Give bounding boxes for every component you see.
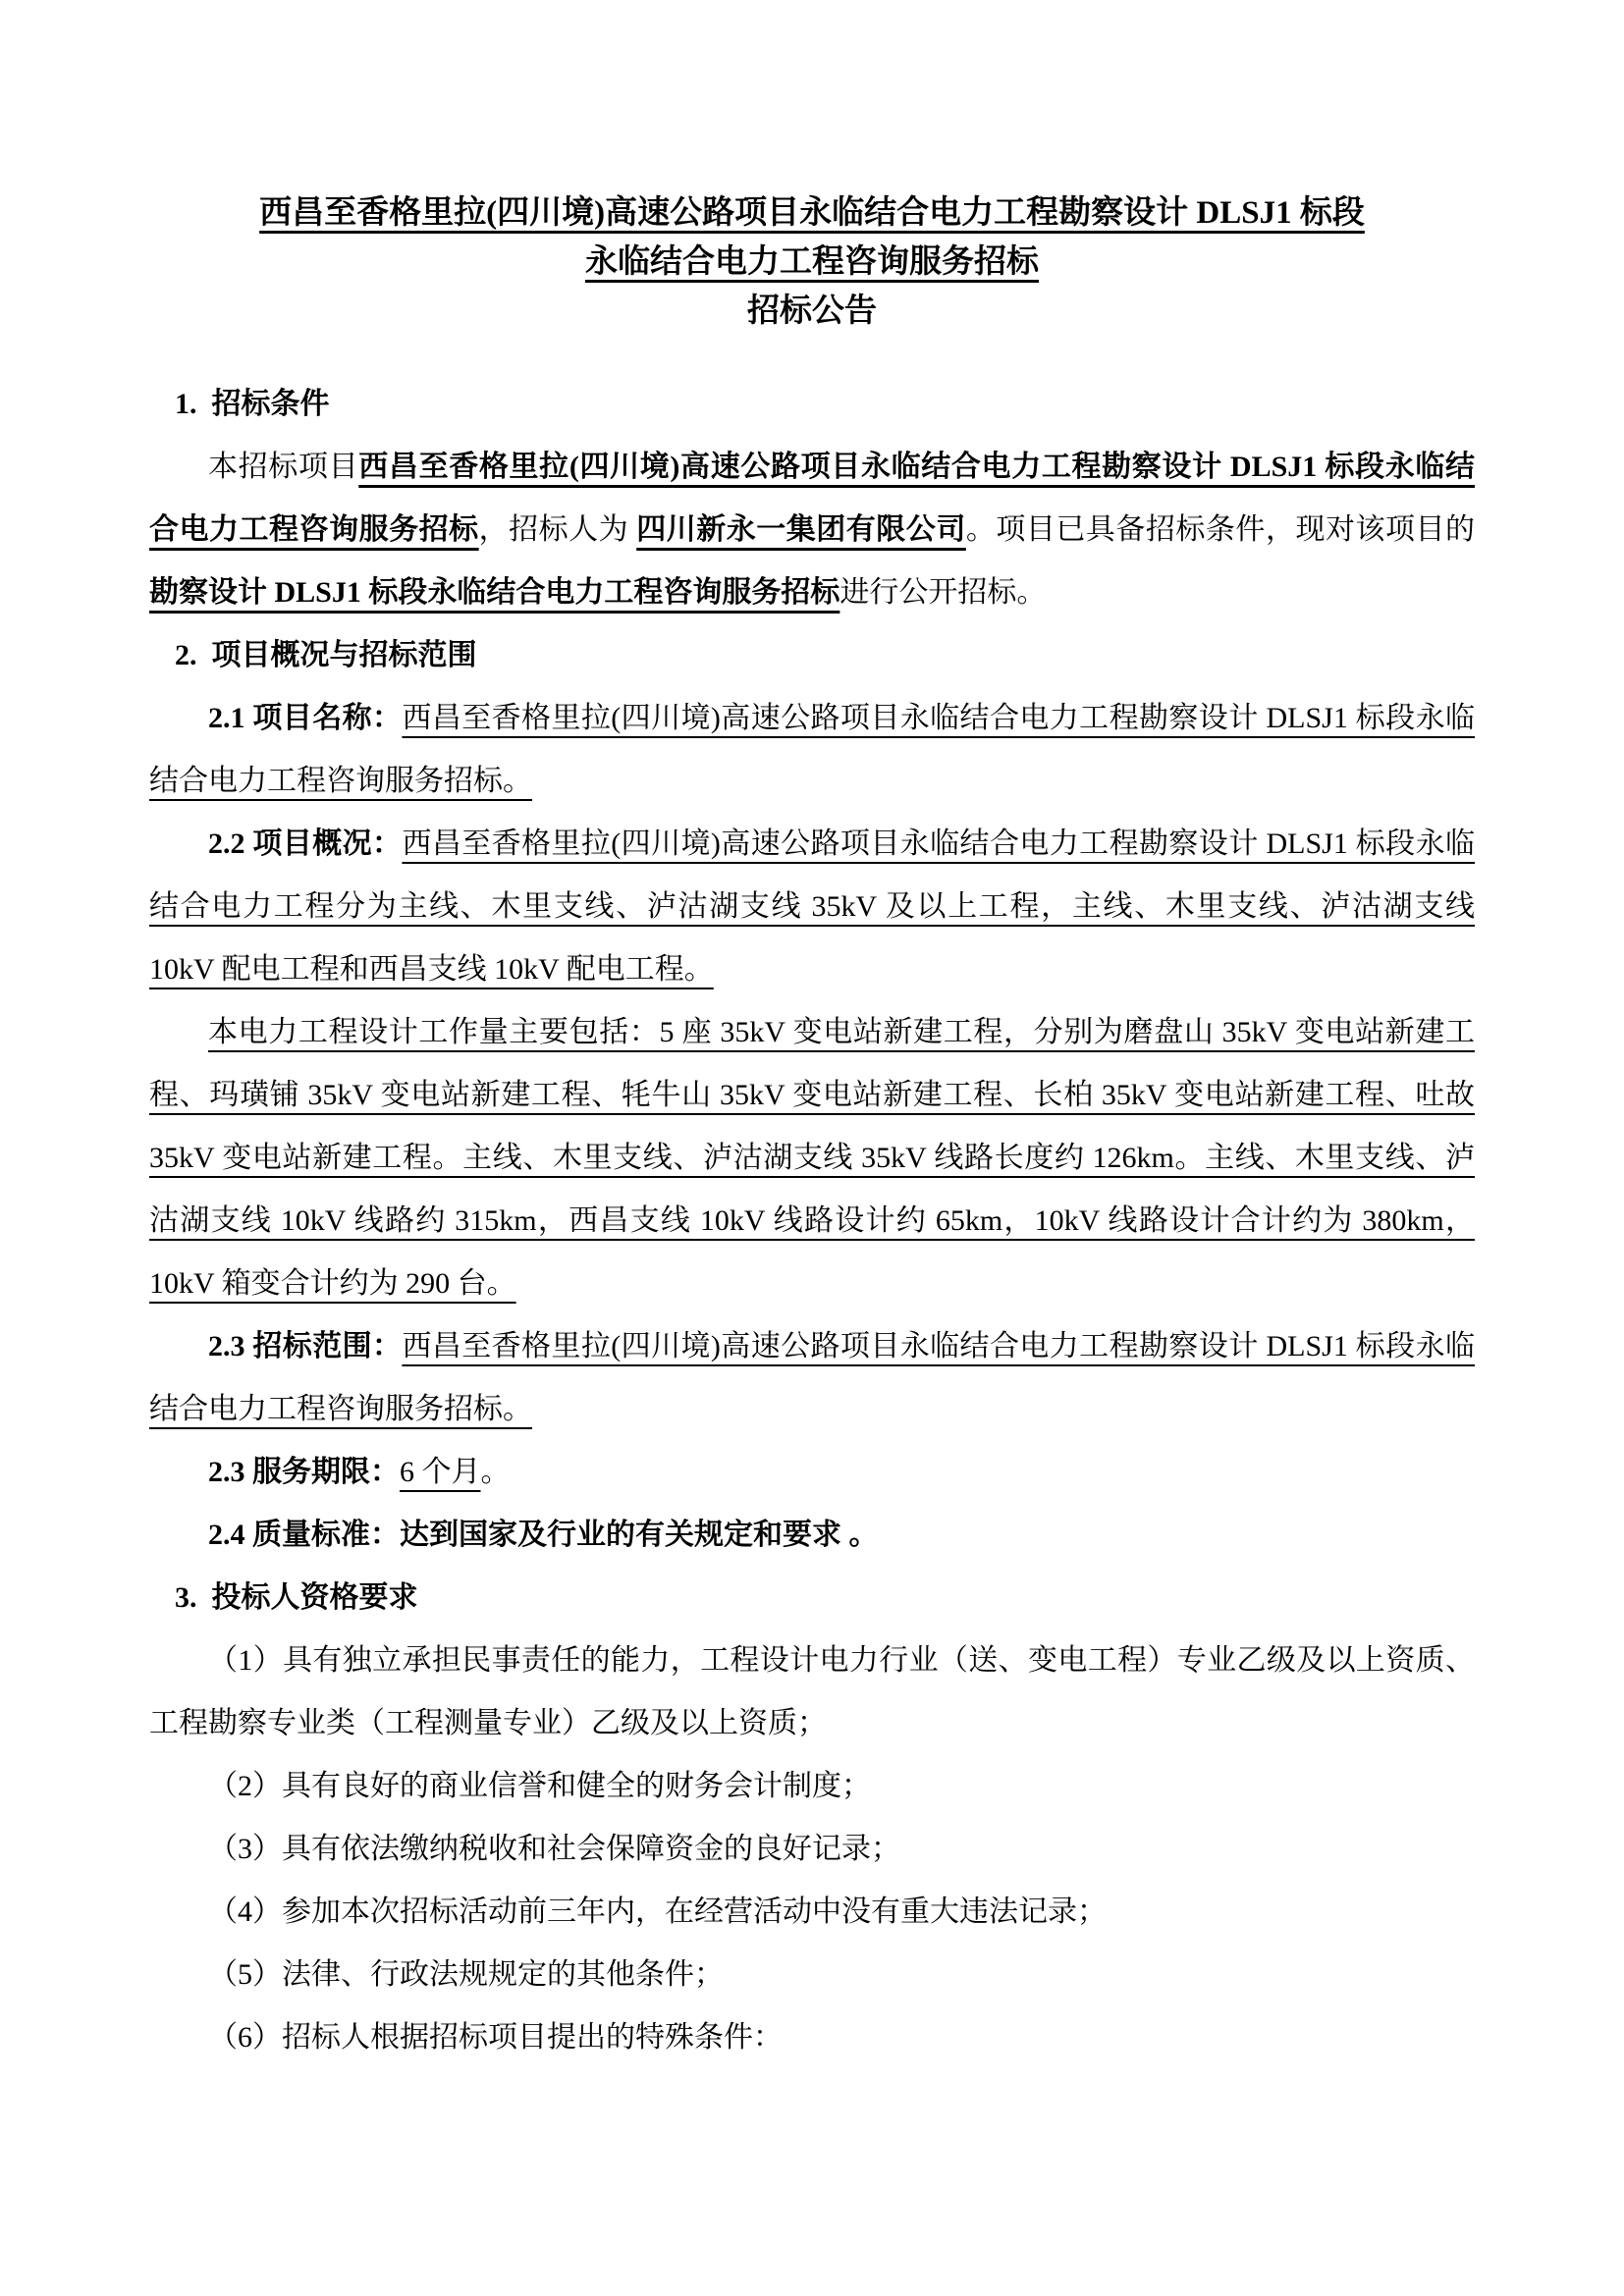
text-run: 。: [480, 1456, 511, 1488]
section1-heading: 1. 招标条件: [175, 388, 330, 420]
qualification-item-3: （3）具有依法缴纳税收和社会保障资金的良好记录；: [208, 1833, 900, 1865]
text-run: 2.4 质量标准：: [208, 1519, 400, 1551]
qualification-item-1: （1）具有独立承担民事责任的能力，工程设计电力行业（送、变电工程）专业乙级及以上资质、工程勘察专业类（工程测量专业）乙级及以上资质；: [149, 1644, 1475, 1739]
text-run: 达到国家及行业的有关规定和要求 。: [400, 1519, 879, 1551]
text-run: 西昌至香格里拉(四川境)高速公路项目永临结合电力工程勘察设计 DLSJ1 标段永临结合电力工程咨询服务招标: [149, 451, 1476, 546]
text-run: 西昌至香格里拉(四川境)高速公路项目永临结合电力工程勘察设计 DLSJ1 标段永临结合电力工程分为主线、木里支线、泸沽湖支线 35kV 及以上工程，主线、木里支线、泸沽湖支线 10kV 配电工程和西昌支线 10kV 配电工程。: [149, 828, 1475, 986]
workload-paragraph: [149, 1001, 1475, 1315]
text-run: 勘察设计 DLSJ1 标段永临结合电力工程咨询服务招标: [149, 576, 840, 609]
qualification-item-5: （5）法律、行政法规规定的其他条件；: [208, 1958, 724, 1991]
project-name-paragraph: [149, 687, 1475, 813]
text-run: 2.2 项目概况：: [208, 828, 403, 860]
text-run: 西昌至香格里拉(四川境)高速公路项目永临结合电力工程勘察设计 DLSJ1 标段永临结合电力工程咨询服务招标。: [149, 1330, 1475, 1425]
section1-paragraph: [149, 436, 1475, 624]
text-run: 四川新永一集团有限公司: [636, 513, 966, 546]
quality-standard-paragraph: [149, 1504, 1475, 1567]
text-run: 西昌至香格里拉(四川境)高速公路项目永临结合电力工程勘察设计 DLSJ1 标段永临结合电力工程咨询服务招标。: [149, 702, 1475, 797]
section3-heading: 3. 投标人资格要求: [175, 1581, 418, 1614]
qualification-item-4: （4）参加本次招标活动前三年内，在经营活动中没有重大违法记录；: [208, 1896, 1107, 1928]
text-run: ，招标人为: [478, 513, 637, 546]
text-run: 进行公开招标。: [839, 576, 1047, 609]
qualification-item-6: （6）招标人根据招标项目提出的特殊条件：: [208, 2021, 783, 2054]
title-line-2: 永临结合电力工程咨询服务招标: [585, 244, 1039, 280]
text-run: 6 个月: [400, 1456, 481, 1488]
text-run: 2.3 服务期限：: [208, 1456, 400, 1488]
text-run: 本电力工程设计工作量主要包括：5 座 35kV 变电站新建工程，分别为磨盘山 35kV 变电站新建工程、玛璜铺 35kV 变电站新建工程、牦牛山 35kV 变电站新建工程、长柏 35kV 变电站新建工程、吐故 35kV 变电站新建工程。主线、木里支线、泸沽湖支线 35kV 线路长度约 126km。主线、木里支线、泸沽湖支线 10kV 线路约 315km，西昌支线 10kV 线路设计约 65km，10kV 线路设计合计约为 380km，10kV 箱变合计约为 290 台。: [149, 1016, 1475, 1300]
text-run: 。项目已具备招标条件，现对该项目的: [965, 513, 1476, 546]
title-line-1: 西昌至香格里拉(四川境)高速公路项目永临结合电力工程勘察设计 DLSJ1 标段: [259, 195, 1365, 231]
text-run: 2.3 招标范围：: [208, 1330, 403, 1362]
section2-heading: 2. 项目概况与招标范围: [175, 639, 477, 671]
qualification-item-2: （2）具有良好的商业信誉和健全的财务会计制度；: [208, 1770, 871, 1802]
text-run: 本招标项目: [208, 451, 359, 483]
bid-scope-paragraph: [149, 1315, 1475, 1441]
project-overview-paragraph: [149, 813, 1475, 1001]
service-term-paragraph: [149, 1441, 1475, 1504]
document-subtitle: 招标公告: [747, 294, 877, 329]
document-body: [149, 373, 1475, 2069]
text-run: 2.1 项目名称：: [208, 702, 403, 734]
document-title-block: [149, 188, 1475, 336]
